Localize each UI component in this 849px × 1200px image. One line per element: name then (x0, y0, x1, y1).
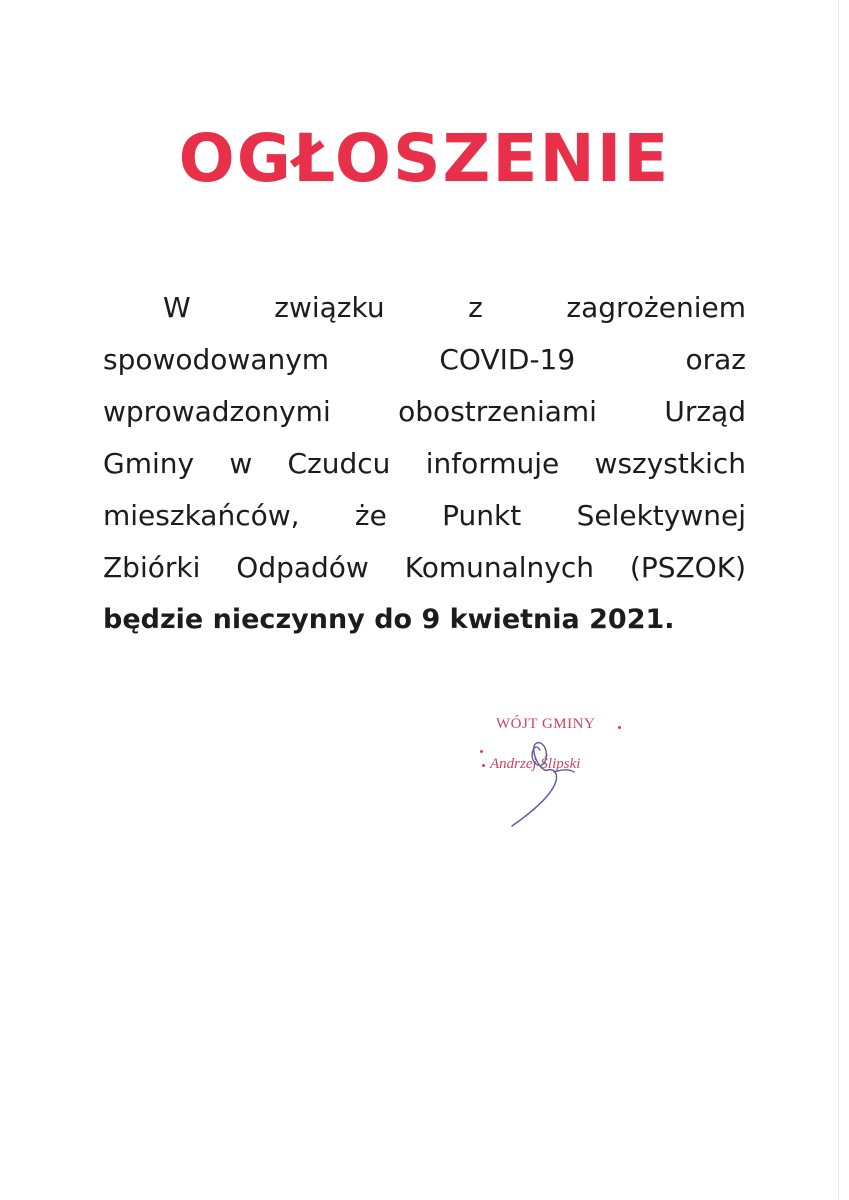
announcement-title: OGŁOSZENIE (178, 120, 671, 197)
stamp-name: Andrzej Ślipski (490, 756, 581, 772)
body-line: spowodowanym COVID-19 oraz (103, 343, 746, 376)
mayor-stamp (478, 712, 628, 832)
body-line: mieszkańców, że Punkt Selektywnej (103, 499, 746, 532)
body-line: wprowadzonymi obostrzeniami Urząd (103, 395, 746, 428)
body-line: Zbiórki Odpadów Komunalnych (PSZOK) (103, 551, 746, 584)
body-line: W związku z zagrożeniem (163, 291, 746, 324)
stamp-dot (618, 726, 621, 729)
stamp-dot (482, 764, 485, 767)
body-line-closing-date: będzie nieczynny do 9 kwietnia 2021. (103, 604, 675, 635)
announcement-body (103, 282, 746, 646)
stamp-title: WÓJT GMINY (496, 716, 596, 732)
stamp-dot (480, 750, 483, 753)
body-line: Gminy w Czudcu informuje wszystkich (103, 447, 746, 480)
